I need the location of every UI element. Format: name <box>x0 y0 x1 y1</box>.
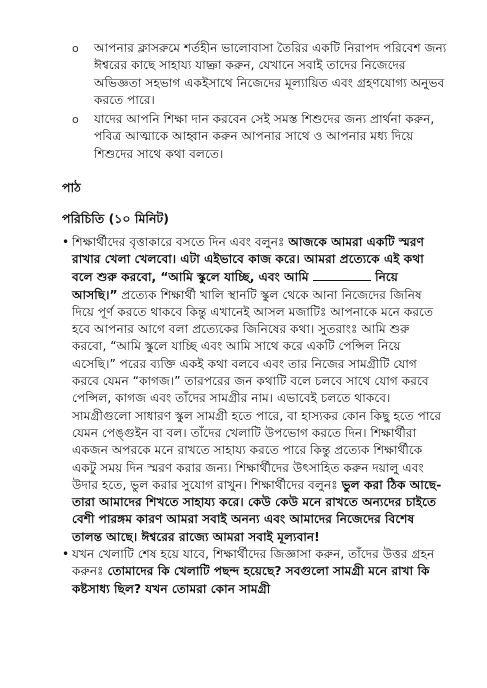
bold-text: আজকে আমরা একটি স্মরণ রাখার খেলা খেলবো। এটা এইভাবে কাজ করে। আমরা প্রত্যেকে এই কথা বলে শুরু করবো, “আমি স্কুলে যাচ্ছি, এবং আমি <box>72 234 424 285</box>
sub-list-item <box>72 111 447 163</box>
prayer-sub-list <box>62 40 447 163</box>
bold-text: ভুল করা ঠিক আছে- তারা আমাদের শিখতে সাহায্য করে। কেউ কেউ মনে রাখতে অন্যদের চাইতে বেশী পারঙ্গম কারণ আমরা সবাই অনন্য এবং আমাদের নিজেদের বিশেষ তালন্ত আছে। ঈশ্বরের রাজ্যে আমরা সবাই মূল্যবান! <box>72 477 442 544</box>
blank-line <box>313 268 371 281</box>
filled-bullet-icon: • <box>62 234 70 249</box>
filled-bullet-icon: • <box>62 547 70 562</box>
main-bullet-list <box>62 234 447 598</box>
paragraph-text: শিক্ষার্থীদের বৃত্তাকারে বসতে দিন এবং বলুনঃ <box>72 234 289 249</box>
sub-list-item-text: আপনার ক্লাসরুমে শর্তহীন ভালোবাসা তৈরির একটি নিরাপদ পরিবেশ জন্য ঈশ্বরের কাছে সাহায্য যাচ্ঞা করুন, যেখানে সবাই তাদের নিজেদের অভিজ্ঞতা সহভাগ একইসাথে নিজেদের মূল্যায়িত এবং গ্রহণযোগ্য অনুভব করতে পারে। <box>94 41 447 107</box>
list-item <box>62 546 447 598</box>
bold-text: নিয়ে আসছি।” <box>72 270 398 302</box>
bold-text: তোমাদের কি খেলাটি পছন্দ হয়েছে? সবগুলো সামগ্রী মনে রাখা কি কষ্টসাধ্য ছিল? যখন তোমরা কোন সামগ্রী <box>72 564 430 596</box>
hollow-circle-bullet-icon: o <box>72 113 79 127</box>
hollow-circle-bullet-icon: o <box>72 42 79 55</box>
subsection-title: পরিচিতি (১০ মিনিট) <box>62 211 169 227</box>
sub-list-item-text: যাদের আপনি শিক্ষা দান করবেন সেই সমস্ত শিশুদের জন্য প্রার্থনা করুন, পবিত্র আত্মাকে আহ্বান করুন আপনার সাথে ও আপনার মধ্য দিয়ে শিশুদের সাথে কথা বলতে। <box>94 112 435 161</box>
paragraph-text: প্রত্যেক শিক্ষার্থী খালি স্থানটি স্কুল থেকে আনা নিজেদের জিনিষ দিয়ে পূর্ণ করতে থাকবে কিন্তু এখানেই আসল মজাটিঃ আপনাকে মনে করতে হবে আপনার আগে বলা প্রত্যেকের জিনিষের কথা। সুতরাংঃ আমি শুরু করবো, “আমি স্কুলে যাচ্ছি এবং আমি সাথে করে একটি পেন্সিল নিয়ে এসেছি।” পরের ব্যক্তি একই কথা বলবে এবং তার নিজের সামগ্রীটি যোগ করবে যেমন “কাগজ।” তারপরের জন কথাটি বলে চলবে সাথে যোগ করবে পেন্সিল, কাগজ এবং তাঁদের সামগ্রীর নাম। এভাবেই চলতে থাকবে। সামগ্রীগুলো সাধারণ স্কুল সামগ্রী হতে পারে, বা হাস্যকর কোন কিছু হতে পারে যেমন পেঙ্গুইন বা বল। তাঁদের খেলাটি উপভোগ করতে দিন। শিক্ষার্থীরা একজন অপরকে মনে রাখতে সাহায্য করতে পারে কিন্তু প্রত্যেক শিক্ষার্থীকে একটু সময় দিন স্মরণ করার জন্য। শিক্ষার্থীদের উৎসাহিত করুন দয়ালু এবং উদার হতে, ভুল করার সুযোগ রাখুন। শিক্ষার্থীদের বলুনঃ <box>72 287 442 492</box>
list-item <box>62 234 447 546</box>
paragraph-text: যখন খেলাটি শেষ হয়ে যাবে, শিক্ষার্থীদের জিজ্ঞাসা করুন, তাঁদের উত্তর গ্রহন করুনঃ <box>72 547 435 579</box>
sub-list-item <box>72 40 447 109</box>
section-title: পাঠ <box>62 180 81 196</box>
